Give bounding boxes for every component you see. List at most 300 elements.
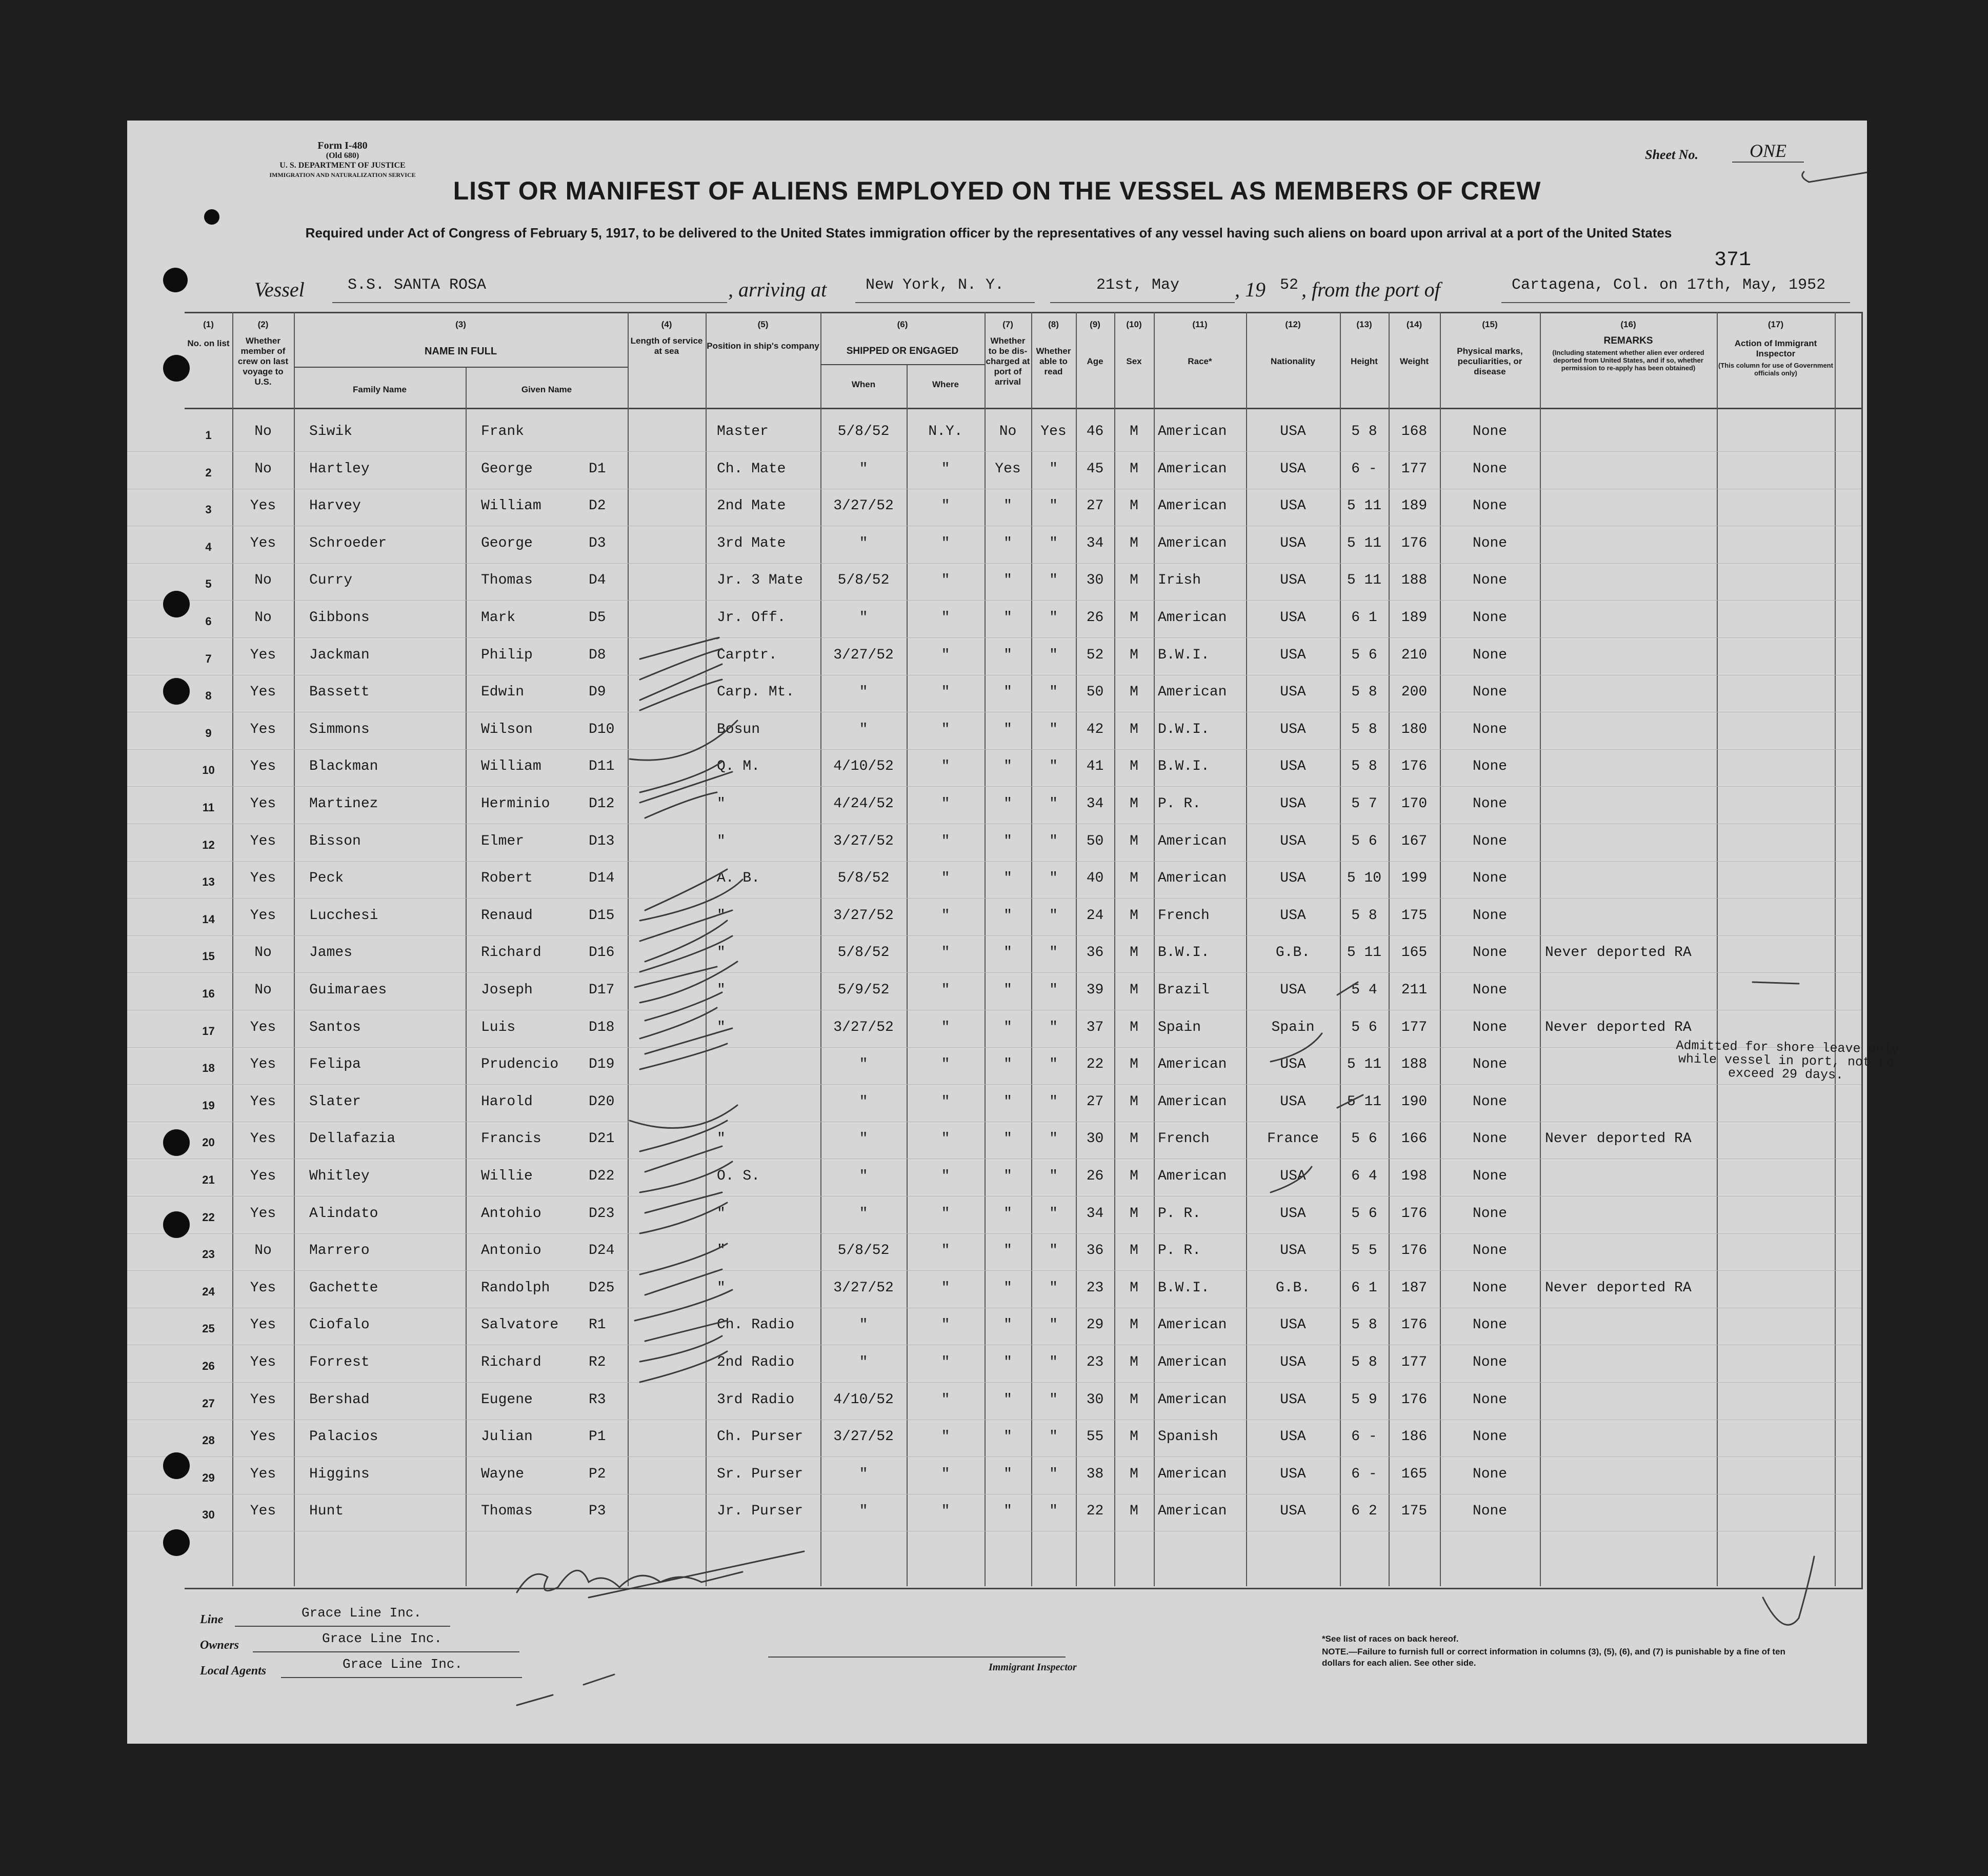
cell-when: 5/8/52 xyxy=(837,870,890,887)
cell-code: D14 xyxy=(589,870,615,887)
cell-no: 17 xyxy=(202,1024,215,1037)
cell-sex: M xyxy=(1130,1131,1138,1147)
header-position: Position in ship's company xyxy=(707,341,819,351)
cell-member: Yes xyxy=(250,721,276,737)
cell-member: No xyxy=(254,610,272,626)
cell-no: 14 xyxy=(202,912,215,926)
cell-height: 5 11 xyxy=(1347,945,1382,961)
cell-no: 15 xyxy=(202,950,215,963)
cell-position: " xyxy=(717,1280,726,1296)
cell-race: American xyxy=(1158,1466,1227,1482)
cell-physical: None xyxy=(1472,1243,1508,1259)
cell-family: Siwik xyxy=(309,424,353,440)
cell-when: 5/8/52 xyxy=(837,1243,890,1259)
header-when: When xyxy=(851,380,876,389)
cell-read: " xyxy=(1049,1391,1058,1408)
cell-no: 24 xyxy=(202,1285,215,1298)
arrival-port: New York, N. Y. xyxy=(866,276,1005,294)
cell-sex: M xyxy=(1130,870,1138,887)
cell-where: " xyxy=(941,759,950,775)
cell-age: 23 xyxy=(1086,1280,1104,1296)
cell-where: " xyxy=(941,1503,950,1520)
cell-remarks: Never deported RA xyxy=(1545,1131,1692,1147)
cell-where: N.Y. xyxy=(928,424,963,440)
cell-no: 21 xyxy=(202,1173,215,1186)
cell-code: D10 xyxy=(589,721,615,737)
immigrant-inspector-label: Immigrant Inspector xyxy=(989,1662,1077,1673)
cell-read: " xyxy=(1049,498,1058,514)
form-old-number: (Old 680) xyxy=(326,151,359,160)
cell-no: 5 xyxy=(205,577,212,591)
year-prefix: , 19 xyxy=(1235,278,1266,301)
cell-weight: 177 xyxy=(1401,1019,1428,1035)
binder-hole xyxy=(163,1529,190,1556)
cell-physical: None xyxy=(1472,424,1508,440)
cell-weight: 175 xyxy=(1401,907,1428,924)
handwritten-marks xyxy=(127,121,1867,1744)
cell-given: Eugene xyxy=(481,1391,533,1408)
cell-nationality: USA xyxy=(1280,572,1306,589)
cell-age: 24 xyxy=(1086,907,1104,924)
colnum-14: (14) xyxy=(1406,320,1422,329)
local-agents-label: Local Agents xyxy=(200,1664,267,1678)
cell-race: French xyxy=(1158,907,1210,924)
cell-physical: None xyxy=(1472,1317,1508,1333)
cell-code: D17 xyxy=(589,982,615,998)
cell-physical: None xyxy=(1472,870,1508,887)
colnum-17: (17) xyxy=(1768,320,1784,329)
colnum-2: (2) xyxy=(257,320,269,329)
cell-given: Randolph xyxy=(481,1280,550,1296)
cell-age: 41 xyxy=(1086,759,1104,775)
cell-sex: M xyxy=(1130,647,1138,663)
cell-given: Wayne xyxy=(481,1466,525,1482)
cell-no: 13 xyxy=(202,875,215,889)
cell-position: Ch. Purser xyxy=(717,1429,804,1445)
cell-weight: 176 xyxy=(1401,1391,1428,1408)
cell-position: Ch. Mate xyxy=(717,461,786,477)
cell-age: 34 xyxy=(1086,1205,1104,1222)
cell-read: " xyxy=(1049,1093,1058,1110)
cell-given: Richard xyxy=(481,1354,541,1370)
cell-race: D.W.I. xyxy=(1158,721,1210,737)
cell-code: D16 xyxy=(589,945,615,961)
cell-where: " xyxy=(941,1317,950,1333)
cell-when: 5/9/52 xyxy=(837,982,890,998)
cell-read: " xyxy=(1049,1056,1058,1073)
local-agents-value: Grace Line Inc. xyxy=(343,1657,463,1672)
cell-weight: 176 xyxy=(1401,1205,1428,1222)
cell-member: Yes xyxy=(250,1056,276,1073)
cell-position: " xyxy=(717,1131,726,1147)
cell-given: George xyxy=(481,461,533,477)
cell-height: 5 6 xyxy=(1351,1205,1377,1222)
colnum-9: (9) xyxy=(1090,320,1100,329)
cell-position: Jr. Off. xyxy=(717,610,786,626)
cell-weight: 167 xyxy=(1401,833,1428,849)
cell-when: 4/24/52 xyxy=(833,796,894,812)
cell-discharged: " xyxy=(1003,1131,1012,1147)
cell-code: D22 xyxy=(589,1168,615,1184)
cell-where: " xyxy=(941,1205,950,1222)
binder-hole xyxy=(163,1211,190,1238)
cell-age: 36 xyxy=(1086,1243,1104,1259)
cell-race: B.W.I. xyxy=(1158,647,1210,663)
cell-race: B.W.I. xyxy=(1158,945,1210,961)
cell-race: American xyxy=(1158,684,1227,701)
cell-member: Yes xyxy=(250,1503,276,1520)
cell-discharged: " xyxy=(1003,1354,1012,1370)
cell-age: 23 xyxy=(1086,1354,1104,1370)
cell-discharged: " xyxy=(1003,833,1012,849)
cell-weight: 211 xyxy=(1401,982,1428,998)
cell-sex: M xyxy=(1130,1503,1138,1520)
cell-age: 27 xyxy=(1086,498,1104,514)
cell-code: D2 xyxy=(589,498,606,514)
cell-family: Palacios xyxy=(309,1429,378,1445)
cell-sex: M xyxy=(1130,1317,1138,1333)
cell-where: " xyxy=(941,982,950,998)
cell-read: " xyxy=(1049,535,1058,551)
cell-read: " xyxy=(1049,1354,1058,1370)
cell-code: P2 xyxy=(589,1466,606,1482)
cell-race: American xyxy=(1158,424,1227,440)
cell-given: Frank xyxy=(481,424,525,440)
cell-nationality: USA xyxy=(1280,1466,1306,1482)
cell-discharged: " xyxy=(1003,684,1012,701)
cell-family: Guimaraes xyxy=(309,982,387,998)
cell-where: " xyxy=(941,461,950,477)
cell-when: 5/8/52 xyxy=(837,945,890,961)
cell-age: 30 xyxy=(1086,1131,1104,1147)
cell-given: Antohio xyxy=(481,1205,541,1222)
cell-no: 9 xyxy=(205,726,212,740)
cell-age: 38 xyxy=(1086,1466,1104,1482)
cell-nationality: USA xyxy=(1280,1093,1306,1110)
cell-when: 4/10/52 xyxy=(833,759,894,775)
cell-height: 5 8 xyxy=(1351,424,1377,440)
fine-note: NOTE.—Failure to furnish full or correct information in columns (3), (5), (6), and (7) is punishable by a fine of ten dollars for each alien. See other side. xyxy=(1322,1647,1785,1668)
cell-nationality: USA xyxy=(1280,796,1306,812)
cell-read: " xyxy=(1049,684,1058,701)
cell-height: 6 - xyxy=(1351,461,1377,477)
cell-position: 2nd Radio xyxy=(717,1354,795,1370)
cell-no: 23 xyxy=(202,1248,215,1261)
header-weight: Weight xyxy=(1399,356,1429,366)
header-discharged: Whether to be dis-charged at port of arrival xyxy=(986,336,1030,387)
cell-where: " xyxy=(941,647,950,663)
cell-nationality: USA xyxy=(1280,833,1306,849)
cell-sex: M xyxy=(1130,1391,1138,1408)
cell-member: Yes xyxy=(250,1205,276,1222)
cell-code: R1 xyxy=(589,1317,606,1333)
cell-code: D24 xyxy=(589,1243,615,1259)
cell-height: 5 11 xyxy=(1347,572,1382,589)
cell-member: Yes xyxy=(250,833,276,849)
cell-nationality: USA xyxy=(1280,535,1306,551)
cell-given: George xyxy=(481,535,533,551)
owners-value: Grace Line Inc. xyxy=(322,1631,443,1646)
cell-no: 25 xyxy=(202,1322,215,1335)
cell-where: " xyxy=(941,1391,950,1408)
page-subtitle: Required under Act of Congress of February 5, 1917, to be delivered to the United States immigration officer by the representatives of any vessel having such aliens on board upon arrival at a port of the United States xyxy=(305,225,1672,241)
cell-nationality: USA xyxy=(1280,647,1306,663)
cell-member: Yes xyxy=(250,498,276,514)
header-sex: Sex xyxy=(1126,356,1142,366)
cell-no: 30 xyxy=(202,1508,215,1522)
cell-race: Spain xyxy=(1158,1019,1201,1035)
cell-member: Yes xyxy=(250,1131,276,1147)
cell-weight: 177 xyxy=(1401,1354,1428,1370)
cell-given: Edwin xyxy=(481,684,525,701)
cell-height: 6 - xyxy=(1351,1429,1377,1445)
cell-nationality: USA xyxy=(1280,1205,1306,1222)
cell-sex: M xyxy=(1130,1280,1138,1296)
departure-port: Cartagena, Col. on 17th, May, 1952 xyxy=(1512,276,1826,294)
cell-where: " xyxy=(941,1019,950,1035)
cell-weight: 189 xyxy=(1401,498,1428,514)
cell-where: " xyxy=(941,1466,950,1482)
cell-height: 6 1 xyxy=(1351,610,1377,626)
cell-physical: None xyxy=(1472,572,1508,589)
cell-where: " xyxy=(941,1280,950,1296)
cell-height: 5 4 xyxy=(1351,982,1377,998)
cell-given: Herminio xyxy=(481,796,550,812)
cell-sex: M xyxy=(1130,1056,1138,1073)
cell-family: Gibbons xyxy=(309,610,370,626)
from-port-label: , from the port of xyxy=(1301,278,1440,301)
cell-age: 34 xyxy=(1086,796,1104,812)
cell-sex: M xyxy=(1130,759,1138,775)
cell-position: Carp. Mt. xyxy=(717,684,795,701)
cell-height: 5 8 xyxy=(1351,1317,1377,1333)
colnum-4: (4) xyxy=(661,320,672,329)
cell-family: Whitley xyxy=(309,1168,370,1184)
cell-where: " xyxy=(941,1093,950,1110)
cell-code: D15 xyxy=(589,907,615,924)
cell-position: " xyxy=(717,833,726,849)
cell-race: Irish xyxy=(1158,572,1201,589)
cell-member: No xyxy=(254,982,272,998)
cell-sex: M xyxy=(1130,684,1138,701)
cell-position: Q. M. xyxy=(717,759,760,775)
cell-position: 3rd Mate xyxy=(717,535,786,551)
cell-age: 40 xyxy=(1086,870,1104,887)
colnum-1: (1) xyxy=(203,320,214,329)
cell-code: D1 xyxy=(589,461,606,477)
header-height: Height xyxy=(1351,356,1378,366)
cell-age: 22 xyxy=(1086,1503,1104,1520)
cell-weight: 170 xyxy=(1401,796,1428,812)
cell-sex: M xyxy=(1130,1429,1138,1445)
cell-race: American xyxy=(1158,461,1227,477)
cell-read: " xyxy=(1049,1503,1058,1520)
cell-no: 4 xyxy=(205,540,212,553)
cell-given: Thomas xyxy=(481,572,533,589)
cell-member: No xyxy=(254,1243,272,1259)
cell-given: Julian xyxy=(481,1429,533,1445)
cell-family: Curry xyxy=(309,572,353,589)
cell-physical: None xyxy=(1472,945,1508,961)
cell-family: Alindato xyxy=(309,1205,378,1222)
cell-member: Yes xyxy=(250,870,276,887)
cell-weight: 165 xyxy=(1401,945,1428,961)
cell-family: Ciofalo xyxy=(309,1317,370,1333)
shore-leave-line: exceed 29 days. xyxy=(1728,1066,1844,1083)
cell-position: " xyxy=(717,945,726,961)
cell-nationality: USA xyxy=(1280,982,1306,998)
cell-race: American xyxy=(1158,1391,1227,1408)
cell-age: 42 xyxy=(1086,721,1104,737)
cell-no: 12 xyxy=(202,838,215,851)
cell-discharged: " xyxy=(1003,945,1012,961)
cell-age: 34 xyxy=(1086,535,1104,551)
cell-position: " xyxy=(717,796,726,812)
cell-sex: M xyxy=(1130,907,1138,924)
cell-discharged: " xyxy=(1003,498,1012,514)
cell-given: Willie xyxy=(481,1168,533,1184)
stamp-number: 371 xyxy=(1714,249,1752,272)
cell-age: 46 xyxy=(1086,424,1104,440)
cell-family: Martinez xyxy=(309,796,378,812)
cell-no: 6 xyxy=(205,615,212,628)
cell-position: Jr. 3 Mate xyxy=(717,572,804,589)
cell-race: American xyxy=(1158,535,1227,551)
cell-physical: None xyxy=(1472,535,1508,551)
cell-nationality: USA xyxy=(1280,1317,1306,1333)
cell-code: R2 xyxy=(589,1354,606,1370)
manifest-sheet xyxy=(127,121,1899,1744)
cell-where: " xyxy=(941,610,950,626)
cell-where: " xyxy=(941,721,950,737)
vessel-label: Vessel xyxy=(254,278,305,301)
cell-physical: None xyxy=(1472,647,1508,663)
cell-discharged: " xyxy=(1003,610,1012,626)
cell-physical: None xyxy=(1472,796,1508,812)
cell-height: 5 8 xyxy=(1351,1354,1377,1370)
cell-when: " xyxy=(859,1205,868,1222)
cell-read: " xyxy=(1049,610,1058,626)
cell-member: Yes xyxy=(250,1280,276,1296)
cell-height: 5 11 xyxy=(1347,535,1382,551)
header-shipped-engaged: SHIPPED OR ENGAGED xyxy=(846,346,959,356)
cell-physical: None xyxy=(1472,1056,1508,1073)
cell-position: " xyxy=(717,982,726,998)
colnum-15: (15) xyxy=(1482,320,1498,329)
cell-age: 27 xyxy=(1086,1093,1104,1110)
cell-weight: 210 xyxy=(1401,647,1428,663)
header-inspector-action: Action of Immigrant Inspector xyxy=(1734,338,1817,358)
cell-sex: M xyxy=(1130,833,1138,849)
header-age: Age xyxy=(1087,356,1103,366)
cell-position: " xyxy=(717,907,726,924)
cell-read: " xyxy=(1049,1280,1058,1296)
cell-nationality: USA xyxy=(1280,907,1306,924)
cell-discharged: " xyxy=(1003,982,1012,998)
header-physical-marks: Physical marks, peculiarities, or disease xyxy=(1457,346,1523,376)
cell-read: " xyxy=(1049,1243,1058,1259)
cell-when: 3/27/52 xyxy=(833,1429,894,1445)
cell-race: American xyxy=(1158,1168,1227,1184)
cell-no: 8 xyxy=(205,689,212,703)
cell-physical: None xyxy=(1472,1429,1508,1445)
cell-code: P1 xyxy=(589,1429,606,1445)
header-name-in-full: NAME IN FULL xyxy=(424,346,497,357)
cell-nationality: G.B. xyxy=(1275,1280,1311,1296)
cell-member: No xyxy=(254,424,272,440)
cell-when: " xyxy=(859,721,868,737)
cell-nationality: USA xyxy=(1280,498,1306,514)
cell-where: " xyxy=(941,572,950,589)
cell-member: Yes xyxy=(250,796,276,812)
cell-physical: None xyxy=(1472,1280,1508,1296)
cell-remarks: Never deported RA xyxy=(1545,1280,1692,1296)
cell-family: Simmons xyxy=(309,721,370,737)
cell-where: " xyxy=(941,1168,950,1184)
cell-nationality: USA xyxy=(1280,759,1306,775)
cell-physical: None xyxy=(1472,833,1508,849)
cell-when: 3/27/52 xyxy=(833,907,894,924)
cell-position: Sr. Purser xyxy=(717,1466,804,1482)
cell-where: " xyxy=(941,1429,950,1445)
cell-height: 6 2 xyxy=(1351,1503,1377,1520)
cell-member: Yes xyxy=(250,759,276,775)
cell-when: 3/27/52 xyxy=(833,833,894,849)
cell-no: 7 xyxy=(205,652,212,665)
cell-discharged: " xyxy=(1003,1243,1012,1259)
cell-age: 26 xyxy=(1086,610,1104,626)
cell-code: D25 xyxy=(589,1280,615,1296)
cell-position: 2nd Mate xyxy=(717,498,786,514)
cell-weight: 175 xyxy=(1401,1503,1428,1520)
cell-code: D11 xyxy=(589,759,615,775)
cell-family: Peck xyxy=(309,870,344,887)
cell-sex: M xyxy=(1130,945,1138,961)
cell-discharged: No xyxy=(999,424,1017,440)
cell-where: " xyxy=(941,1243,950,1259)
cell-weight: 187 xyxy=(1401,1280,1428,1296)
cell-race: Spanish xyxy=(1158,1429,1218,1445)
cell-discharged: " xyxy=(1003,907,1012,924)
cell-nationality: USA xyxy=(1280,461,1306,477)
colnum-8: (8) xyxy=(1048,320,1059,329)
cell-height: 6 1 xyxy=(1351,1280,1377,1296)
cell-physical: None xyxy=(1472,1503,1508,1520)
cell-nationality: Spain xyxy=(1271,1019,1315,1035)
cell-where: " xyxy=(941,684,950,701)
cell-code: D19 xyxy=(589,1056,615,1073)
cell-code: D12 xyxy=(589,796,615,812)
cell-discharged: " xyxy=(1003,1056,1012,1073)
cell-physical: None xyxy=(1472,1391,1508,1408)
cell-no: 26 xyxy=(202,1360,215,1372)
cell-weight: 176 xyxy=(1401,1243,1428,1259)
department-name: U. S. DEPARTMENT OF JUSTICE xyxy=(279,161,406,170)
cell-family: Blackman xyxy=(309,759,378,775)
cell-discharged: " xyxy=(1003,759,1012,775)
cell-discharged: Yes xyxy=(995,461,1021,477)
cell-when: 3/27/52 xyxy=(833,1280,894,1296)
cell-given: Antonio xyxy=(481,1243,541,1259)
cell-discharged: " xyxy=(1003,535,1012,551)
colnum-10: (10) xyxy=(1126,320,1142,329)
cell-given: Salvatore xyxy=(481,1317,559,1333)
cell-height: 5 5 xyxy=(1351,1243,1377,1259)
cell-remarks: Never deported RA xyxy=(1545,1019,1692,1035)
cell-no: 3 xyxy=(205,503,212,516)
cell-sex: M xyxy=(1130,1466,1138,1482)
cell-code: P3 xyxy=(589,1503,606,1520)
